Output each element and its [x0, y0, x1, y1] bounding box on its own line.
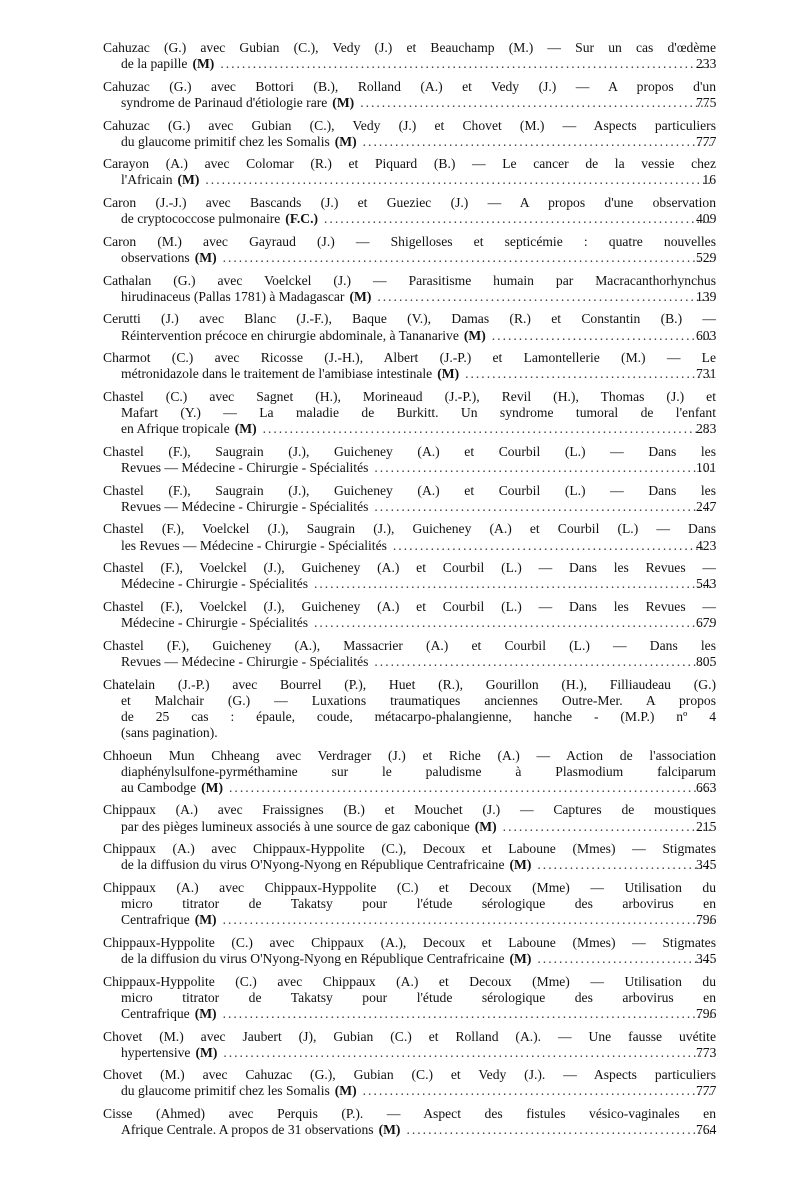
- leader-dots: [263, 421, 712, 437]
- entry-text-line: de la diffusion du virus O'Nyong-Nyong en République Centrafricaine: [121, 950, 505, 966]
- page-number: 283: [696, 421, 717, 437]
- entry-last-line: [103, 857, 716, 873]
- entry-text-line: au Cambodge: [121, 779, 197, 795]
- leader-dots: [223, 1006, 712, 1022]
- entry-text-line: Centrafrique: [121, 912, 190, 928]
- entry-text-line: Chastel (F.), Guicheney (A.), Massacrier (A.) et Courbil (L.) — Dans les: [103, 637, 716, 653]
- article-type-tag: (M): [195, 1044, 218, 1060]
- leader-dots: [205, 172, 712, 188]
- article-type-tag: (M): [194, 912, 217, 928]
- entry-text-line: Chatelain (J.-P.) avec Bourrel (P.), Huet (R.), Gourillon (H.), Filliaudeau (G.): [103, 676, 716, 692]
- entry-last-line: [103, 134, 716, 150]
- entry-text-line: Médecine - Chirurgie - Spécialités: [121, 576, 308, 592]
- index-entry: [103, 974, 716, 1022]
- entry-last-line: [103, 328, 716, 344]
- entry-text-line: Chovet (M.) avec Cahuzac (G.), Gubian (C.) et Vedy (J.). — Aspects particuliers: [103, 1067, 716, 1083]
- article-type-tag: (M): [201, 779, 224, 795]
- entry-text-line: Cisse (Ahmed) avec Perquis (P.). — Aspect des fistules vésico-vaginales en: [103, 1106, 716, 1122]
- leader-dots: [363, 134, 712, 150]
- leader-dots: [229, 780, 712, 796]
- page-number: 775: [696, 94, 717, 110]
- index-entry: [103, 389, 716, 437]
- page-number: 423: [696, 537, 717, 553]
- entry-text-line: du glaucome primitif chez les Somalis: [121, 1083, 330, 1099]
- entry-last-line: [103, 211, 716, 227]
- entry-text-line: Cathalan (G.) avec Voelckel (J.) — Parasitisme humain par Macracanthorhynchus: [103, 272, 716, 288]
- entry-last-line: [103, 725, 716, 741]
- entry-text-line: Chippaux (A.) avec Chippaux-Hyppolite (C.), Decoux et Laboune (Mmes) — Stigmates: [103, 841, 716, 857]
- article-type-tag: (M): [509, 950, 532, 966]
- entry-last-line: [103, 780, 716, 796]
- entry-text-line: de 25 cas : épaule, coude, métacarpo-phalangienne, hanche - (M.P.) nº 4: [121, 708, 716, 724]
- index-entry: [103, 880, 716, 928]
- entry-text-line: hypertensive: [121, 1044, 191, 1060]
- index-entry: [103, 311, 716, 343]
- entry-text-line: Cahuzac (G.) avec Bottori (B.), Rolland (A.) et Vedy (J.) — A propos d'un: [103, 78, 716, 94]
- entry-last-line: [103, 421, 716, 437]
- page-number: 139: [696, 288, 717, 304]
- page-number: 731: [696, 366, 717, 382]
- index-entry: [103, 444, 716, 476]
- index-entry: [103, 40, 716, 72]
- page-number: 101: [696, 460, 717, 475]
- entry-last-line: [103, 499, 716, 515]
- index-entry: [103, 79, 716, 111]
- page-number: 777: [696, 1083, 717, 1099]
- entry-last-line: [103, 615, 716, 631]
- entry-text-line: Chhoeun Mun Chheang avec Verdrager (J.) et Riche (A.) — Action de l'association: [103, 747, 716, 763]
- entry-text-line: diaphénylsulfone-pyrméthamine sur le paludisme à Plasmodium falciparum: [121, 763, 716, 779]
- page-number: 233: [696, 56, 717, 72]
- entry-text-line: Chastel (F.), Voelckel (J.), Guicheney (A.) et Courbil (L.) — Dans les Revues —: [103, 599, 716, 615]
- entry-text-line: Carayon (A.) avec Colomar (R.) et Piquard (B.) — Le cancer de la vessie chez: [103, 156, 716, 172]
- page-number: 529: [696, 250, 717, 265]
- leader-dots: [363, 1083, 712, 1099]
- entry-last-line: [103, 1045, 716, 1061]
- page-number: 764: [696, 1122, 717, 1138]
- entry-text-line: Revues — Médecine - Chirurgie - Spécialités: [121, 653, 369, 669]
- article-type-tag: (M): [192, 56, 215, 72]
- entry-last-line: [103, 538, 716, 554]
- article-type-tag: (M): [194, 250, 217, 265]
- index-entry: [103, 234, 716, 266]
- entry-text-line: Médecine - Chirurgie - Spécialités: [121, 615, 308, 631]
- entry-text-line: Chastel (F.), Saugrain (J.), Guicheney (A.) et Courbil (L.) — Dans les: [103, 482, 716, 498]
- article-type-tag: (M): [177, 172, 200, 188]
- entry-last-line: [103, 250, 716, 266]
- entry-last-line: [103, 1083, 716, 1099]
- entry-last-line: [103, 1122, 716, 1138]
- article-type-tag: (M): [334, 1083, 357, 1099]
- leader-dots: [374, 499, 712, 515]
- entry-text-line: micro titrator de Takatsy pour l'étude sérologique des arbovirus en: [121, 989, 716, 1005]
- entry-text-line: Réintervention précoce en chirurgie abdominale, à Tananarive: [121, 327, 459, 343]
- entry-text-line: Centrafrique: [121, 1005, 190, 1021]
- index-entry: [103, 560, 716, 592]
- index-entry: [103, 483, 716, 515]
- article-type-tag: (M): [349, 288, 372, 304]
- entry-text-line: Caron (J.-J.) avec Bascands (J.) et Gueziec (J.) — A propos d'une observation: [103, 195, 716, 211]
- leader-dots: [223, 250, 712, 266]
- article-type-tag: (M): [332, 94, 355, 110]
- entry-text-line: Chovet (M.) avec Jaubert (J), Gubian (C.) et Rolland (A.). — Une fausse uvétite: [103, 1028, 716, 1044]
- page-number: 796: [696, 1005, 717, 1021]
- article-type-tag: (M): [334, 133, 357, 149]
- entry-text-line: l'Africain: [121, 172, 173, 188]
- page-number: 543: [696, 576, 717, 592]
- index-entry: [103, 1067, 716, 1099]
- index-entry: [103, 802, 716, 834]
- entry-last-line: [103, 460, 716, 476]
- leader-dots: [492, 328, 712, 344]
- entry-text-line: Cerutti (J.) avec Blanc (J.-F.), Baque (V.), Damas (R.) et Constantin (B.) —: [103, 311, 716, 327]
- entry-last-line: [103, 1006, 716, 1022]
- index-entry: [103, 677, 716, 741]
- entry-text-line: métronidazole dans le traitement de l'amibiase intestinale: [121, 366, 433, 382]
- entry-last-line: [103, 654, 716, 670]
- leader-dots: [503, 819, 712, 835]
- index-entry: [103, 748, 716, 796]
- entry-text-line: Revues — Médecine - Chirurgie - Spécialités: [121, 498, 369, 514]
- page-number: 679: [696, 615, 717, 631]
- entry-text-line: observations: [121, 250, 190, 265]
- entry-last-line: [103, 951, 716, 967]
- entry-text-line: hirudinaceus (Pallas 1781) à Madagascar: [121, 288, 345, 304]
- index-entry: [103, 118, 716, 150]
- page-number: 805: [696, 653, 717, 669]
- entry-last-line: [103, 366, 716, 382]
- index-entry: [103, 599, 716, 631]
- leader-dots: [374, 654, 712, 670]
- page-number: 345: [696, 950, 717, 966]
- entry-text-line: de la diffusion du virus O'Nyong-Nyong en République Centrafricaine: [121, 857, 505, 873]
- entry-text-line: Mafart (Y.) — La maladie de Burkitt. Un syndrome tumoral de l'enfant: [121, 405, 716, 421]
- leader-dots: [393, 538, 712, 554]
- entry-text-line: Cahuzac (G.) avec Gubian (C.), Vedy (J.) et Chovet (M.) — Aspects particuliers: [103, 117, 716, 133]
- page-number: 215: [696, 818, 717, 834]
- article-type-tag: (M): [194, 1005, 217, 1021]
- page-number: 409: [696, 211, 717, 227]
- entry-text-line: Chippaux-Hyppolite (C.) avec Chippaux (A.) et Decoux (Mme) — Utilisation du: [103, 973, 716, 989]
- entry-text-line: Afrique Centrale. A propos de 31 observations: [121, 1122, 374, 1138]
- entry-text-line: par des pièges lumineux associés à une source de gaz cabonique: [121, 818, 470, 834]
- leader-dots: [537, 857, 712, 873]
- article-type-tag: (M): [509, 857, 532, 873]
- index-entry: [103, 350, 716, 382]
- entry-text-line: micro titrator de Takatsy pour l'étude sérologique des arbovirus en: [121, 896, 716, 912]
- index-entry: [103, 521, 716, 553]
- entry-text-line: de cryptococcose pulmonaire: [121, 211, 281, 227]
- entry-last-line: [103, 172, 716, 188]
- entry-last-line: [103, 912, 716, 928]
- entry-text-line: Chippaux (A.) avec Chippaux-Hyppolite (C.) et Decoux (Mme) — Utilisation du: [103, 880, 716, 895]
- leader-dots: [223, 1045, 712, 1061]
- entry-text-line: Chastel (F.), Voelckel (J.), Guicheney (A.) et Courbil (L.) — Dans les Revues —: [103, 560, 716, 576]
- leader-dots: [465, 366, 712, 382]
- leader-dots: [377, 289, 712, 305]
- entry-last-line: [103, 576, 716, 592]
- page-number: 16: [702, 172, 716, 188]
- entry-last-line: [103, 56, 716, 72]
- article-type-tag: (M): [234, 421, 257, 437]
- page-number: 777: [696, 133, 717, 149]
- page-number: 247: [696, 498, 717, 514]
- entry-text-line: Chippaux-Hyppolite (C.) avec Chippaux (A.), Decoux et Laboune (Mmes) — Stigmates: [103, 934, 716, 950]
- entry-last-line: [103, 819, 716, 835]
- entry-text-line: et Malchair (G.) — Luxations traumatiques anciennes Outre-Mer. A propos: [121, 692, 716, 708]
- entry-text-line: Revues — Médecine - Chirurgie - Spécialités: [121, 460, 369, 475]
- entry-text-line: (sans pagination).: [121, 724, 218, 740]
- article-type-tag: (M): [474, 818, 497, 834]
- entry-text-line: Chippaux (A.) avec Fraissignes (B.) et Mouchet (J.) — Captures de moustiques: [103, 802, 716, 818]
- page-number: 796: [696, 912, 717, 928]
- entry-text-line: du glaucome primitif chez les Somalis: [121, 133, 330, 149]
- index-entry: [103, 156, 716, 188]
- article-type-tag: (F.C.): [285, 211, 319, 227]
- entry-text-line: Chastel (F.), Saugrain (J.), Guicheney (A.) et Courbil (L.) — Dans les: [103, 443, 716, 459]
- index-entry: [103, 195, 716, 227]
- index-entry: [103, 273, 716, 305]
- entry-text-line: Chastel (F.), Voelckel (J.), Saugrain (J.), Guicheney (A.) et Courbil (L.) — Dans: [103, 521, 716, 537]
- entry-text-line: Chastel (C.) avec Sagnet (H.), Morineaud (J.-P.), Revil (H.), Thomas (J.) et: [103, 389, 716, 405]
- leader-dots: [374, 460, 712, 476]
- index-entry: [103, 935, 716, 967]
- index-entry: [103, 638, 716, 670]
- entry-text-line: Charmot (C.) avec Ricosse (J.-H.), Albert (J.-P.) et Lamontellerie (M.) — Le: [103, 350, 716, 366]
- page-number: 663: [696, 779, 717, 795]
- entry-text-line: en Afrique tropicale: [121, 421, 230, 437]
- index-entry: [103, 1029, 716, 1061]
- entry-last-line: [103, 95, 716, 111]
- entry-last-line: [103, 289, 716, 305]
- leader-dots: [360, 95, 712, 111]
- leader-dots: [314, 615, 712, 631]
- entry-text-line: de la papille: [121, 56, 188, 72]
- entry-text-line: Cahuzac (G.) avec Gubian (C.), Vedy (J.) et Beauchamp (M.) — Sur un cas d'œdème: [103, 40, 716, 55]
- leader-dots: [220, 56, 712, 72]
- page-number: 773: [696, 1044, 717, 1060]
- entry-text-line: les Revues — Médecine - Chirurgie - Spécialités: [121, 537, 387, 553]
- author-index-list: [103, 40, 716, 1145]
- leader-dots: [537, 951, 712, 967]
- entry-text-line: syndrome de Parinaud d'étiologie rare: [121, 94, 328, 110]
- entry-text-line: Caron (M.) avec Gayraud (J.) — Shigelloses et septicémie : quatre nouvelles: [103, 233, 716, 249]
- page-number: 603: [696, 327, 717, 343]
- article-type-tag: (M): [437, 366, 460, 382]
- article-type-tag: (M): [463, 327, 486, 343]
- index-entry: [103, 1106, 716, 1138]
- leader-dots: [314, 576, 712, 592]
- article-type-tag: (M): [378, 1122, 401, 1138]
- page-number: 345: [696, 857, 717, 873]
- leader-dots: [223, 912, 712, 928]
- leader-dots: [324, 211, 712, 227]
- index-entry: [103, 841, 716, 873]
- leader-dots: [406, 1122, 712, 1138]
